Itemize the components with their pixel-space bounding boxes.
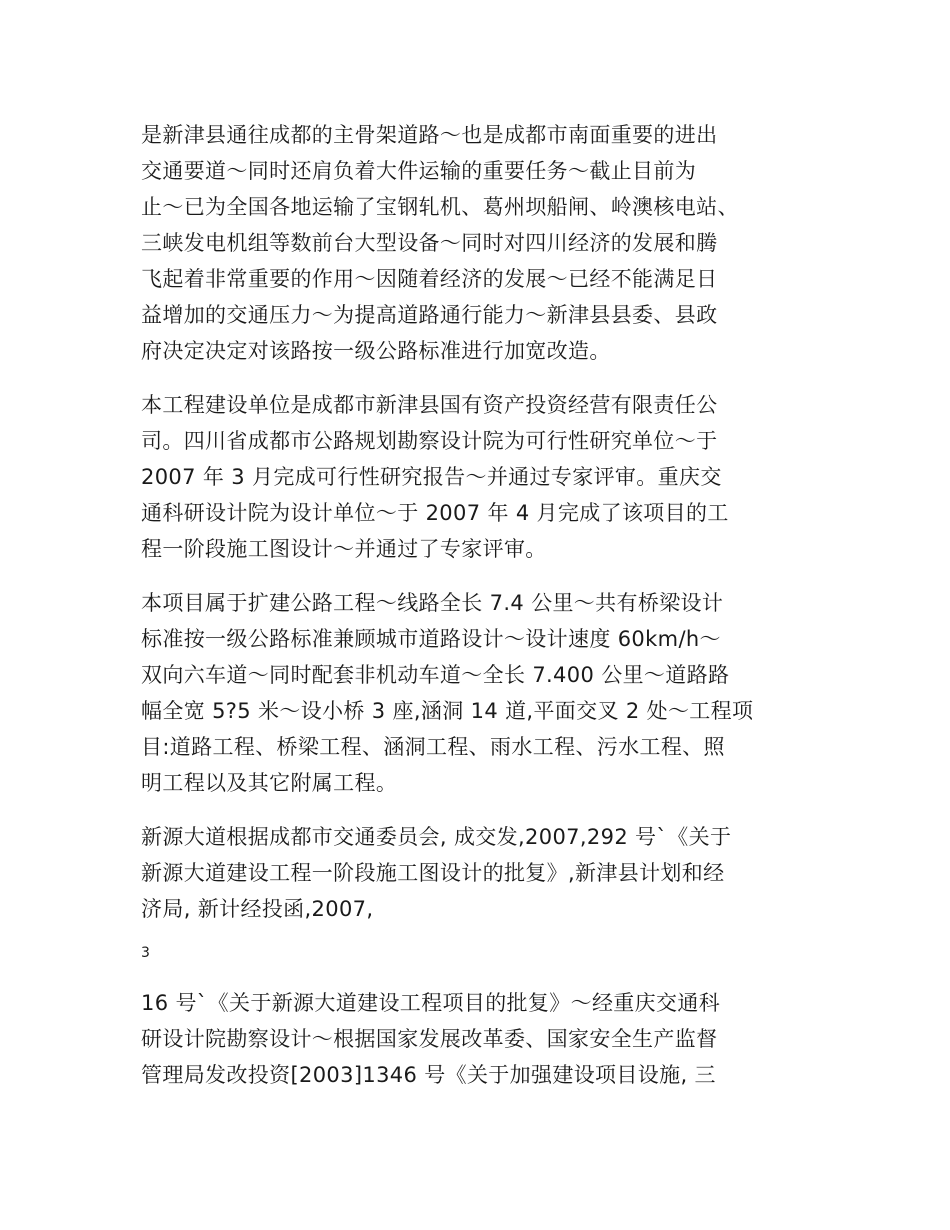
text-line: 本工程建设单位是成都市新津县国有资产投资经营有限责任公 xyxy=(141,393,718,417)
text-line: 府决定决定对该路按一级公路标准进行加宽改造。 xyxy=(141,339,611,363)
text-line: 本项目属于扩建公路工程～线路全长 7.4 公里～共有桥梁设计 xyxy=(141,591,724,615)
text-line: 是新津县通往成都的主骨架道路～也是成都市南面重要的进出 xyxy=(141,123,718,147)
text-line: 交通要道～同时还肩负着大件运输的重要任务～截止目前为 xyxy=(141,159,697,183)
text-line: 司。四川省成都市公路规划勘察设计院为可行性研究单位～于 xyxy=(141,429,718,453)
text-line: 研设计院勘察设计～根据国家发展改革委、国家安全生产监督 xyxy=(141,1027,718,1051)
text-line: 新源大道根据成都市交通委员会, 成交发,2007,292 号`《关于 xyxy=(141,825,732,849)
text-line: 止～已为全国各地运输了宝钢轧机、葛州坝船闸、岭澳核电站、 xyxy=(141,195,739,219)
text-line: 程一阶段施工图设计～并通过了专家评审。 xyxy=(141,537,547,561)
text-line: 益增加的交通压力～为提高道路通行能力～新津县县委、县政 xyxy=(141,303,718,327)
text-line: 新源大道建设工程一阶段施工图设计的批复》,新津县计划和经 xyxy=(141,861,725,885)
text-line: 16 号`《关于新源大道建设工程项目的批复》～经重庆交通科 xyxy=(141,991,721,1015)
page-number: 3 xyxy=(141,945,150,961)
text-line: 目:道路工程、桥梁工程、涵洞工程、雨水工程、污水工程、照 xyxy=(141,735,725,759)
text-line: 双向六车道～同时配套非机动车道～全长 7.400 公里～道路路 xyxy=(141,663,730,687)
text-line: 幅全宽 5?5 米～设小桥 3 座,涵洞 14 道,平面交叉 2 处～工程项 xyxy=(141,699,754,723)
text-line: 通科研设计院为设计单位～于 2007 年 4 月完成了该项目的工 xyxy=(141,501,729,525)
text-line: 三峡发电机组等数前台大型设备～同时对四川经济的发展和腾 xyxy=(141,231,718,255)
text-line: 飞起着非常重要的作用～因随着经济的发展～已经不能满足日 xyxy=(141,267,718,291)
text-line: 济局, 新计经投函,2007, xyxy=(141,897,374,921)
text-line: 明工程以及其它附属工程。 xyxy=(141,771,398,795)
text-line: 管理局发改投资[2003]1346 号《关于加强建设项目设施, 三 xyxy=(141,1063,716,1087)
text-line: 2007 年 3 月完成可行性研究报告～并通过专家评审。重庆交 xyxy=(141,465,722,489)
text-line: 标准按一级公路标准兼顾城市道路设计～设计速度 60km/h～ xyxy=(141,627,721,651)
